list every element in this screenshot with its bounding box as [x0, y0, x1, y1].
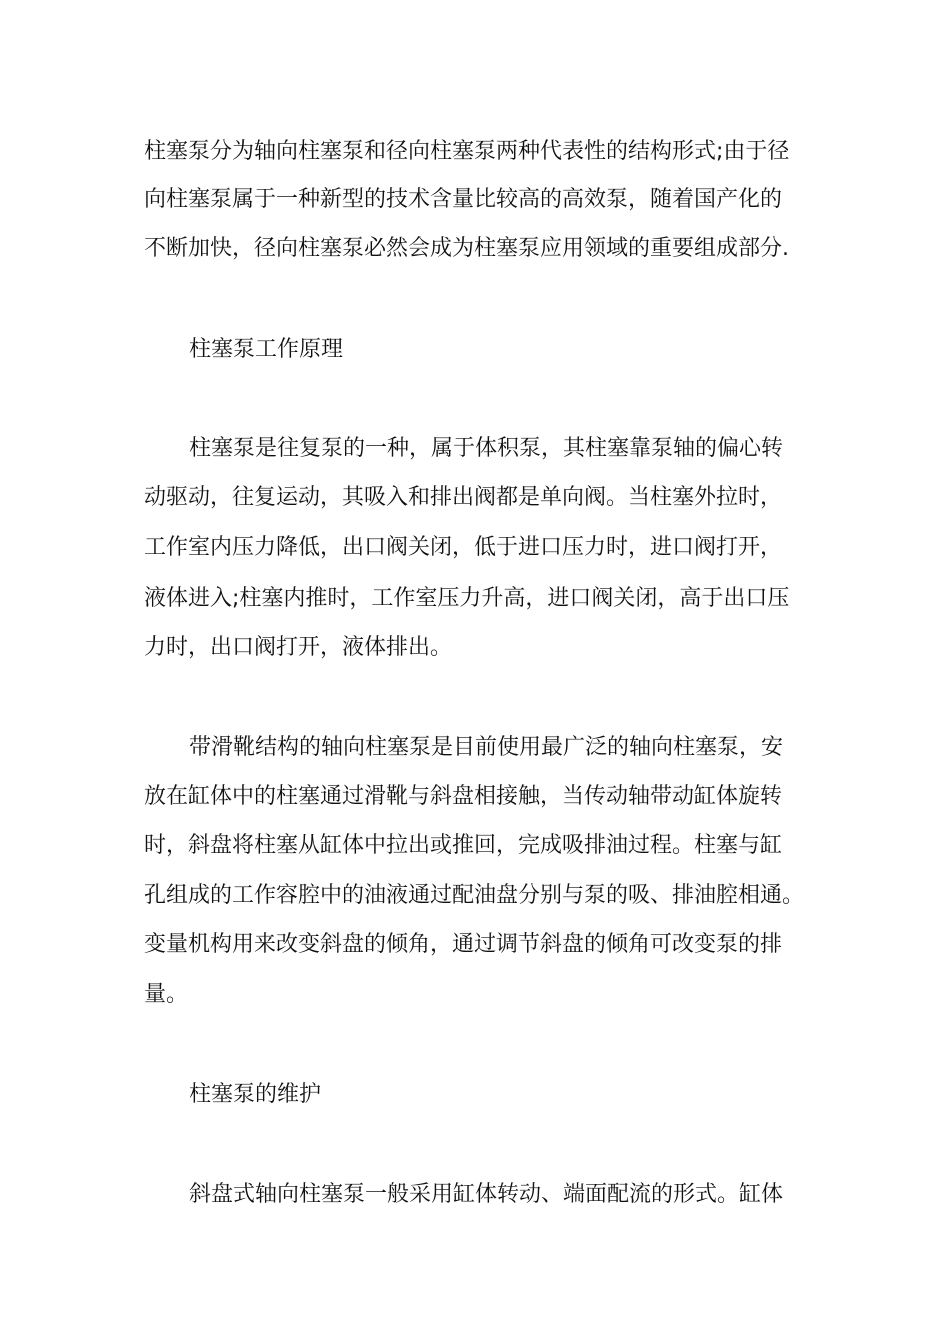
swashplate-line-1: 带滑靴结构的轴向柱塞泵是目前使用最广泛的轴向柱塞泵，安: [189, 735, 784, 760]
intro-line-2: 向柱塞泵属于一种新型的技术含量比较高的高效泵，随着国产化的: [144, 187, 783, 212]
swashplate-line-5: 变量机构用来改变斜盘的倾角，通过调节斜盘的倾角可改变泵的排: [144, 932, 783, 957]
swashplate-line-4: 孔组成的工作容腔中的油液通过配油盘分别与泵的吸、排油腔相通。: [144, 883, 805, 908]
principle-line-5: 力时，出口阀打开，液体排出。: [144, 635, 453, 660]
principle-line-1: 柱塞泵是往复泵的一种，属于体积泵，其柱塞靠泵轴的偏心转: [189, 436, 784, 461]
intro-line-1: 柱塞泵分为轴向柱塞泵和径向柱塞泵两种代表性的结构形式;由于径: [144, 139, 790, 164]
section-heading-maintenance: 柱塞泵的维护: [189, 1082, 322, 1107]
principle-line-4: 液体进入;柱塞内推时，工作室压力升高，进口阀关闭，高于出口压: [144, 586, 790, 611]
maintenance-line-1: 斜盘式轴向柱塞泵一般采用缸体转动、端面配流的形式。缸体: [189, 1182, 784, 1207]
section-heading-principle: 柱塞泵工作原理: [189, 337, 344, 362]
principle-line-2: 动驱动，往复运动，其吸入和排出阀都是单向阀。当柱塞外拉时，: [144, 485, 783, 510]
swashplate-line-3: 时，斜盘将柱塞从缸体中拉出或推回，完成吸排油过程。柱塞与缸: [144, 833, 783, 858]
principle-line-3: 工作室内压力降低，出口阀关闭，低于进口压力时，进口阀打开，: [144, 535, 783, 560]
swashplate-line-6: 量。: [144, 982, 189, 1007]
intro-line-3: 不断加快，径向柱塞泵必然会成为柱塞泵应用领域的重要组成部分.: [144, 236, 789, 261]
swashplate-line-2: 放在缸体中的柱塞通过滑靴与斜盘相接触，当传动轴带动缸体旋转: [144, 784, 783, 809]
